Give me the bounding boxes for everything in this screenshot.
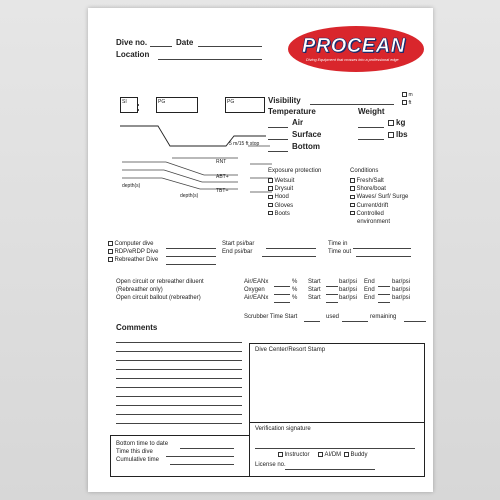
waves-checkbox[interactable] (350, 195, 355, 200)
start-psi-label: Start psi/bar (222, 241, 255, 247)
logo-wordmark: PROCEAN (302, 35, 406, 57)
condition-item-label: Current/drift (356, 202, 389, 209)
gas-row-2-start-field[interactable] (326, 294, 338, 295)
rdp-dive-field[interactable] (166, 256, 216, 257)
exposure-title: Exposure protection (268, 168, 322, 174)
verification-title: Verification signature (255, 426, 311, 432)
location-label: Location (116, 50, 150, 59)
stamp-title: Dive Center/Resort Stamp (255, 347, 326, 353)
visibility-field[interactable] (310, 104, 394, 105)
buddy-label: Buddy (350, 452, 368, 458)
gas-row-1-unit2: bar/psi (392, 279, 411, 285)
computer-dive-label: Computer dive (114, 241, 154, 247)
scrubber-start-field[interactable] (304, 321, 320, 322)
unit-ft-checkbox[interactable] (402, 100, 407, 105)
instructor-label: Instructor (284, 452, 310, 458)
ai-dm-label: AI/DM (324, 452, 342, 458)
safety-stop-label: 5 m/15 ft stop (229, 141, 260, 147)
gas-row-2-unit2: bar/psi (392, 287, 411, 293)
air-label: Air (292, 118, 304, 127)
exposure-item-boots[interactable] (268, 210, 294, 218)
comment-line[interactable] (116, 396, 242, 397)
gas-row-3-mix: Air/EANx (244, 295, 269, 301)
wetsuit-checkbox[interactable] (268, 178, 273, 183)
gas-row-2-mix: Oxygen (244, 287, 265, 293)
ai-dm-option[interactable] (318, 452, 341, 458)
bottom-time-field[interactable] (180, 448, 234, 449)
drysuit-checkbox[interactable] (268, 186, 273, 191)
time-in-field[interactable] (353, 248, 411, 249)
gas-row-3-pct: % (292, 295, 298, 301)
depth-left-label: depth(s) (122, 183, 141, 189)
hood-checkbox[interactable] (268, 195, 273, 200)
condition-item-label: Shore/boat (356, 186, 386, 193)
end-psi-label: End psi/bar (222, 249, 253, 255)
scrubber-used-field[interactable] (342, 321, 368, 322)
surface-label: Surface (292, 130, 322, 139)
gas-row-3-label: Open circuit ballout (rebreather) (116, 295, 201, 301)
license-label: License no. (255, 462, 286, 468)
unit-m-option[interactable] (402, 92, 413, 98)
unit-m-checkbox[interactable] (402, 92, 407, 97)
time-this-dive-label: Time this dive (116, 449, 153, 455)
start-psi-field[interactable] (266, 248, 316, 249)
exposure-item-label: Hood (274, 194, 289, 201)
cumulative-time-label: Cumulative time (116, 457, 160, 463)
pg-label-1: PG (158, 99, 166, 105)
procean-logo (288, 26, 424, 72)
logo-tagline: Diving Equipment that crosses into a professional edge (306, 58, 399, 62)
buddy-option[interactable] (344, 452, 368, 458)
conditions-title: Conditions (350, 168, 379, 174)
shore-boat-checkbox[interactable] (350, 186, 355, 191)
condition-item-label: Controlled (356, 210, 384, 217)
kg-checkbox[interactable] (388, 120, 394, 126)
gas-row-2-pct-field[interactable] (274, 294, 290, 295)
gas-row-1-label: Open circuit or rebreather diluent (116, 279, 204, 285)
gas-row-2-label: (Rebreather only) (116, 287, 163, 293)
temperature-label: Temperature (268, 107, 316, 116)
gas-row-3-pct-field[interactable] (274, 302, 290, 303)
weight-kg-field[interactable] (358, 127, 384, 128)
lbs-checkbox[interactable] (388, 132, 394, 138)
gas-row-2-unit1: bar/psi (339, 287, 358, 293)
gas-row-1-start-field[interactable] (326, 286, 338, 287)
rnt-label: RNT (216, 159, 227, 165)
comment-line[interactable] (116, 405, 242, 406)
comment-line[interactable] (116, 342, 242, 343)
exposure-item-drysuit[interactable] (268, 185, 294, 193)
tbt-label: TBT= (216, 188, 229, 194)
ai-dm-checkbox[interactable] (318, 452, 323, 457)
unit-ft-option[interactable] (402, 100, 411, 106)
rebreather-dive-checkbox[interactable] (108, 257, 113, 262)
gas-row-3-end-field[interactable] (378, 302, 390, 303)
date-label: Date (176, 38, 194, 47)
rebreather-dive-label: Rebreather Dive (114, 257, 159, 263)
dive-no-label: Dive no. (116, 38, 148, 47)
boots-checkbox[interactable] (268, 211, 273, 216)
weight-label: Weight (358, 107, 385, 116)
kg-label: kg (396, 118, 406, 127)
rebreather-dive-field[interactable] (166, 264, 216, 265)
pg-label-2: PG (227, 99, 235, 105)
scrubber-remaining-label: remaining (370, 314, 397, 320)
rebreather-dive-option[interactable] (108, 257, 158, 263)
condition-item-shore-boat[interactable] (350, 185, 408, 193)
gas-row-3-unit2: bar/psi (392, 295, 411, 301)
gas-row-1-end: End (364, 279, 375, 285)
gas-row-1-unit1: bar/psi (339, 279, 358, 285)
computer-dive-option[interactable] (108, 241, 154, 247)
dive-log-sheet (88, 8, 433, 492)
condition-item-controlled-cont: environment (357, 218, 391, 225)
exposure-item-label: Drysuit (274, 186, 294, 193)
gas-row-3-unit1: bar/psi (339, 295, 358, 301)
time-this-dive-field[interactable] (166, 456, 234, 457)
end-psi-field[interactable] (262, 256, 316, 257)
exposure-item-hood[interactable] (268, 193, 294, 201)
gas-row-3-start-field[interactable] (326, 302, 338, 303)
kg-option[interactable] (388, 118, 405, 127)
bottom-time-label: Bottom time to date (116, 441, 169, 447)
condition-item-label: Waves/ Surf/ Surge (356, 194, 409, 201)
location-field[interactable] (158, 59, 262, 60)
signature-field[interactable] (255, 448, 415, 449)
condition-item-controlled[interactable] (350, 210, 408, 218)
instructor-option[interactable] (278, 452, 310, 458)
comment-line[interactable] (116, 360, 242, 361)
gas-row-1-pct-field[interactable] (274, 286, 290, 287)
fresh-salt-checkbox[interactable] (350, 178, 355, 183)
scrubber-remaining-field[interactable] (404, 321, 426, 322)
condition-item-current[interactable] (350, 202, 408, 210)
conditions-list (350, 177, 408, 226)
rdp-dive-checkbox[interactable] (108, 249, 113, 254)
lbs-label: lbs (396, 130, 408, 139)
weight-lbs-field[interactable] (358, 139, 384, 140)
exposure-item-label: Wetsuit (274, 178, 295, 184)
time-out-label: Time out (328, 249, 352, 255)
dive-no-field[interactable] (150, 46, 172, 47)
comment-line[interactable] (116, 369, 242, 370)
scrubber-label: Scrubber Time Start (244, 314, 298, 320)
gas-row-1-start: Start (308, 279, 321, 285)
cumulative-time-field[interactable] (170, 464, 234, 465)
date-field[interactable] (198, 46, 262, 47)
bottom-label: Bottom (292, 142, 320, 151)
gas-row-1-pct: % (292, 279, 298, 285)
controlled-checkbox[interactable] (350, 211, 355, 216)
gas-row-2-pct: % (292, 287, 298, 293)
gas-row-1-end-field[interactable] (378, 286, 390, 287)
unit-ft-label: ft (408, 100, 412, 106)
gas-row-2-end: End (364, 287, 375, 293)
instructor-checkbox[interactable] (278, 452, 283, 457)
gas-row-2-start: Start (308, 287, 321, 293)
visibility-label: Visibility (268, 96, 301, 105)
current-checkbox[interactable] (350, 203, 355, 208)
lbs-option[interactable] (388, 130, 408, 139)
gas-row-1-mix: Air/EANx (244, 279, 269, 285)
condition-item-label: Fresh/Salt (356, 178, 384, 184)
time-out-field[interactable] (356, 256, 411, 257)
si-dot-2 (137, 109, 139, 111)
rdp-dive-label: RDP/eRDP Dive (114, 249, 159, 255)
bottom-temp-field[interactable] (268, 151, 288, 152)
si-label: SI (122, 99, 127, 105)
gas-row-2-end-field[interactable] (378, 294, 390, 295)
dive-center-stamp-box[interactable] (249, 343, 425, 423)
comment-line[interactable] (116, 351, 242, 352)
unit-m-label: m (408, 92, 413, 98)
exposure-list (268, 177, 294, 218)
air-temp-field[interactable] (268, 127, 288, 128)
exposure-item-label: Boots (274, 210, 290, 217)
condition-item-fresh-salt[interactable] (350, 177, 408, 185)
depth-bottom-label: depth(s) (180, 193, 199, 199)
comment-line[interactable] (116, 423, 242, 424)
condition-item-waves[interactable] (350, 193, 408, 201)
comment-line[interactable] (116, 378, 242, 379)
computer-dive-field[interactable] (166, 248, 216, 249)
si-dot-1 (137, 104, 139, 106)
time-in-label: Time in (328, 241, 348, 247)
gas-row-3-start: Start (308, 295, 321, 301)
exposure-item-label: Gloves (274, 202, 294, 209)
rdp-dive-option[interactable] (108, 249, 158, 255)
exposure-item-gloves[interactable] (268, 202, 294, 210)
comment-line[interactable] (116, 414, 242, 415)
scrubber-used-label: used (326, 314, 340, 320)
dive-profile-diagram (116, 120, 286, 200)
abt-label: ABT+ (216, 174, 229, 180)
buddy-checkbox[interactable] (344, 452, 349, 457)
computer-dive-checkbox[interactable] (108, 241, 113, 246)
license-field[interactable] (285, 469, 375, 470)
exposure-item-wetsuit[interactable] (268, 177, 294, 185)
comments-title: Comments (116, 323, 158, 332)
surface-temp-field[interactable] (268, 139, 288, 140)
comment-line[interactable] (116, 387, 242, 388)
gas-row-3-end: End (364, 295, 375, 301)
gloves-checkbox[interactable] (268, 203, 273, 208)
